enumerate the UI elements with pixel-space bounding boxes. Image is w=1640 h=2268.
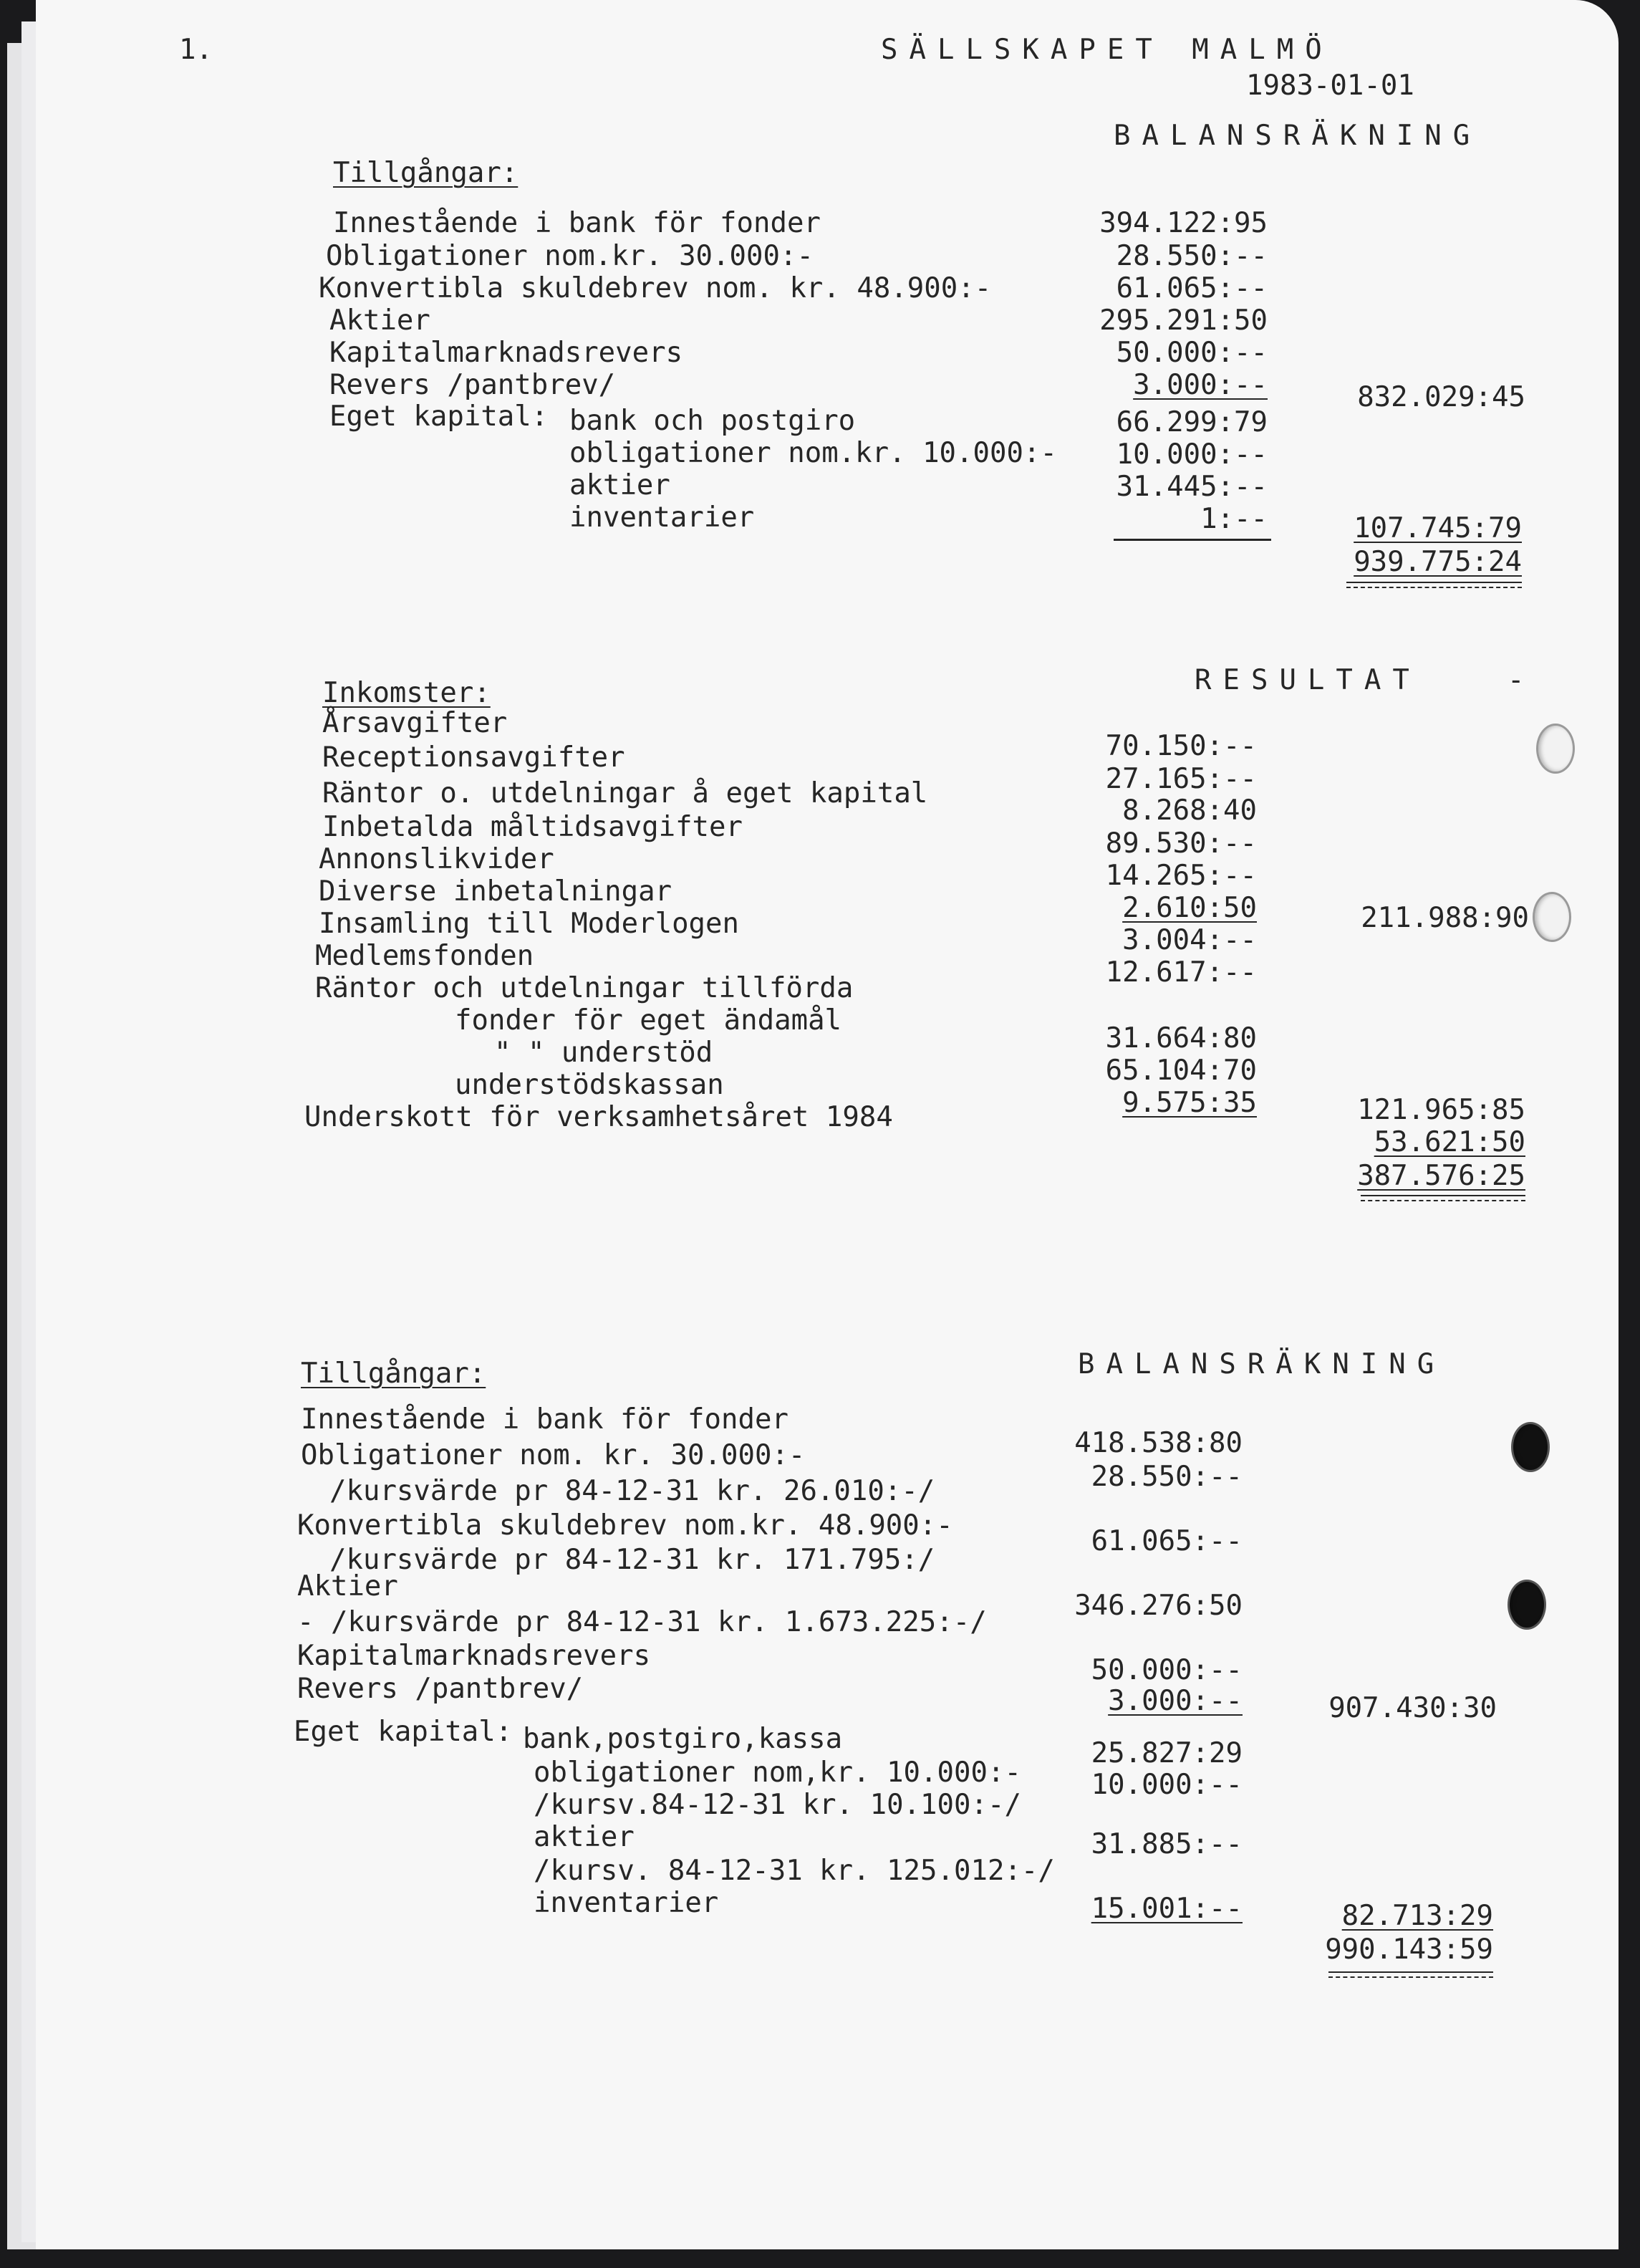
deficit-label: Underskott för verksamhetsåret 1984 (304, 1101, 893, 1133)
balance-title-1: BALANSRÄKNING (1114, 120, 1482, 152)
assets-total-2: 907.430:30 (1328, 1692, 1497, 1724)
equity-item-label: bank och postgiro (569, 405, 856, 437)
punch-hole (1536, 724, 1575, 774)
fund-total: 121.965:85 (1357, 1094, 1525, 1126)
equity-total-2: 82.713:29 (1341, 1900, 1493, 1932)
equity-label-2: Eget kapital: (294, 1716, 513, 1748)
fund-label: " " understöd (494, 1037, 713, 1069)
fund-label: fonder för eget ändamål (455, 1004, 842, 1037)
underline (1114, 539, 1271, 541)
income-amount: 27.165:-- (1105, 763, 1257, 795)
equity-line: aktier (534, 1821, 635, 1853)
organization-name: SÄLLSKAPET MALMÖ (881, 34, 1333, 66)
asset-amount: 28.550:-- (1091, 1461, 1243, 1493)
punch-hole (1511, 1422, 1550, 1472)
fund-amount: 65.104:70 (1105, 1054, 1257, 1087)
asset-label: Konvertibla skuldebrev nom. kr. 48.900:- (319, 272, 992, 304)
income-amount: 8.268:40 (1122, 794, 1257, 827)
income-amount: 12.617:-- (1105, 956, 1257, 989)
income-subtotal: 211.988:90 (1361, 902, 1529, 934)
grand-total-2: 990.143:59 (1325, 1933, 1493, 1966)
income-amount: 3.004:-- (1122, 924, 1257, 956)
asset-amount: 50.000:-- (1116, 337, 1268, 369)
income-label: Insamling till Moderlogen (319, 908, 739, 940)
income-label: Medlemsfonden (315, 940, 534, 972)
equity-amount: 25.827:29 (1091, 1737, 1243, 1769)
income-amount: 14.265:-- (1105, 860, 1257, 892)
fund-amount: 31.664:80 (1105, 1022, 1257, 1054)
income-label: Receptionsavgifter (322, 741, 625, 774)
balance-title-2: BALANSRÄKNING (1078, 1348, 1446, 1380)
asset-label: Aktier (297, 1570, 398, 1603)
assets-total-1: 832.029:45 (1357, 381, 1525, 413)
equity-item-amount: 31.445:-- (1116, 471, 1268, 503)
equity-total-1: 107.745:79 (1354, 512, 1522, 544)
asset-amount: 3.000:-- (1108, 1685, 1243, 1717)
asset-label: Innestående i bank för fonder (333, 207, 821, 239)
asset-note: /kursvärde pr 84-12-31 kr. 171.795:/ (329, 1544, 935, 1576)
income-label: Inbetalda måltidsavgifter (322, 811, 743, 843)
equity-amount: 15.001:-- (1091, 1893, 1243, 1925)
equity-label-1: Eget kapital: (329, 400, 549, 433)
deficit-amount: 53.621:50 (1374, 1126, 1525, 1158)
income-label: Årsavgifter (322, 707, 508, 739)
income-amount: 2.610:50 (1122, 892, 1257, 924)
assets-heading-1: Tillgångar: (333, 157, 518, 189)
fund-label: understödskassan (455, 1069, 724, 1101)
equity-item-label: inventarier (569, 501, 755, 534)
income-label: Annonslikvider (319, 843, 554, 875)
asset-amount: 61.065:-- (1091, 1525, 1243, 1557)
punch-hole (1533, 892, 1571, 942)
document-page (36, 0, 1619, 2249)
income-heading: Inkomster: (322, 677, 491, 709)
asset-amount: 28.550:-- (1116, 240, 1268, 272)
asset-label: Kapitalmarknadsrevers (297, 1640, 651, 1672)
asset-amount: 346.276:50 (1074, 1590, 1243, 1622)
income-label: Diverse inbetalningar (319, 875, 672, 908)
asset-label: Aktier (329, 304, 430, 337)
asset-label: Kapitalmarknadsrevers (329, 337, 683, 369)
equity-line: obligationer nom,kr. 10.000:- (534, 1757, 1021, 1789)
income-amount: 70.150:-- (1105, 730, 1257, 762)
asset-note: /kursvärde pr 84-12-31 kr. 26.010:-/ (329, 1475, 935, 1507)
equity-amount: 31.885:-- (1091, 1828, 1243, 1860)
equity-item-amount: 66.299:79 (1116, 406, 1268, 438)
assets-heading-2: Tillgångar: (301, 1358, 486, 1390)
grand-total-1: 939.775:24 (1354, 546, 1522, 578)
result-grand-total: 387.576:25 (1357, 1160, 1525, 1192)
income-label: Räntor o. utdelningar å eget kapital (322, 777, 928, 809)
asset-amount: 418.538:80 (1074, 1427, 1243, 1459)
fund-amount: 9.575:35 (1122, 1087, 1257, 1119)
document-date: 1983-01-01 (1246, 69, 1414, 102)
punch-hole (1508, 1580, 1546, 1630)
fund-heading: Räntor och utdelningar tillförda (315, 972, 854, 1004)
double-underline (1328, 1971, 1493, 1978)
double-underline (1361, 1195, 1525, 1201)
equity-note: /kursv. 84-12-31 kr. 125.012:-/ (534, 1855, 1055, 1887)
equity-item-label: obligationer nom.kr. 10.000:- (569, 437, 1057, 469)
page-number: 1. (179, 34, 213, 66)
asset-label: Revers /pantbrev/ (329, 369, 616, 401)
asset-amount: 61.065:-- (1116, 272, 1268, 304)
asset-label: Innestående i bank för fonder (301, 1403, 788, 1436)
equity-item-label: aktier (569, 469, 670, 501)
equity-line: inventarier (534, 1887, 719, 1919)
result-dash: - (1508, 664, 1525, 696)
asset-amount: 394.122:95 (1099, 207, 1268, 239)
asset-label: Revers /pantbrev/ (297, 1673, 584, 1705)
asset-amount: 295.291:50 (1099, 304, 1268, 337)
equity-note: /kursv.84-12-31 kr. 10.100:-/ (534, 1789, 1021, 1821)
asset-amount: 3.000:-- (1133, 369, 1268, 401)
income-amount: 89.530:-- (1105, 827, 1257, 860)
result-title: RESULTAT (1195, 664, 1421, 696)
asset-label: Konvertibla skuldebrev nom.kr. 48.900:- (297, 1509, 953, 1542)
asset-amount: 50.000:-- (1091, 1654, 1243, 1686)
equity-item-amount: 1:-- (1200, 503, 1268, 535)
equity-line: bank,postgiro,kassa (523, 1723, 843, 1755)
double-underline (1346, 582, 1522, 588)
asset-label: Obligationer nom.kr. 30.000:- (326, 240, 814, 272)
asset-label: Obligationer nom. kr. 30.000:- (301, 1439, 806, 1471)
equity-item-amount: 10.000:-- (1116, 438, 1268, 471)
equity-amount: 10.000:-- (1091, 1769, 1243, 1801)
asset-note: - /kursvärde pr 84-12-31 kr. 1.673.225:-/ (297, 1606, 987, 1638)
